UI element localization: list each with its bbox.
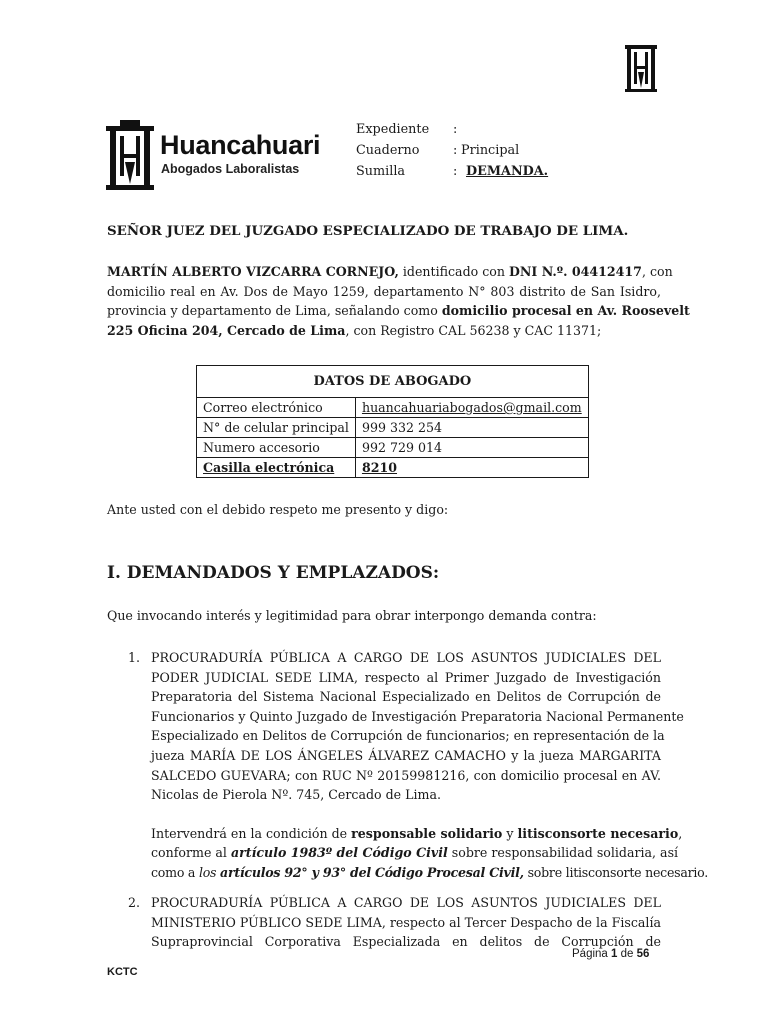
- footer-code: KCTC: [107, 966, 138, 978]
- text: responsable solidario: [351, 825, 503, 841]
- email-link[interactable]: [355, 398, 588, 418]
- text: provincia y departamento de Lima, señalando como: [107, 303, 438, 319]
- item-line: jueza MARÍA DE LOS ÁNGELES ÁLVAREZ CAMACHO y la jueza MARGARITA: [151, 747, 661, 763]
- intro-paragraph: [107, 262, 690, 340]
- item-line: [151, 843, 679, 863]
- section-intro: Que invocando interés y legitimidad para obrar interpongo demanda contra:: [107, 608, 597, 623]
- field-cuaderno: [356, 140, 520, 161]
- greeting-text: Ante usted con el debido respeto me presento y digo:: [107, 502, 449, 517]
- intro-line: [107, 262, 673, 282]
- text: litisconsorte necesario: [517, 825, 679, 841]
- case-fields: [356, 119, 549, 182]
- header-emblem-icon: [624, 44, 658, 94]
- procedural-address-cont: 225 Oficina 204, Cercado de Lima: [107, 322, 346, 338]
- item-line: Preparatoria del Sistema Nacional Especializado en Delitos de Corrupción de: [151, 689, 661, 705]
- field-value: DEMANDA.: [466, 164, 549, 179]
- field-label: Expediente: [356, 122, 430, 137]
- brand-subtitle: Abogados Laboralistas: [161, 162, 300, 176]
- field-separator: :: [453, 143, 458, 158]
- label-text: Casilla electrónica: [203, 460, 335, 475]
- text: Intervendrá en la condición de: [151, 825, 348, 841]
- field-expediente: [356, 119, 458, 140]
- value-text: 8210: [361, 460, 398, 475]
- page-number: [572, 948, 649, 960]
- item-line: Supraprovincial Corporativa Especializada en delitos de Corrupción de: [151, 934, 661, 950]
- item-line: SALCEDO GUEVARA; con RUC Nº 20159981216, con domicilio procesal en AV.: [151, 767, 661, 783]
- item-line: MINISTERIO PÚBLICO SEDE LIMA, respecto al Tercer Despacho de la Fiscalía: [151, 914, 661, 930]
- field-separator: :: [453, 122, 458, 137]
- text: , con Registro CAL 56238 y CAC 11371;: [345, 322, 602, 338]
- intro-line: domicilio real en Av. Dos de Mayo 1259, departamento N° 803 distrito de San Isidro,: [107, 283, 661, 299]
- text: sobre responsabilidad solidaria, así: [451, 845, 679, 861]
- list-item-number: 1.: [128, 650, 141, 665]
- text: , con: [641, 264, 673, 279]
- field-separator: :: [453, 164, 458, 179]
- intro-line: [107, 321, 661, 341]
- addressee-heading: SEÑOR JUEZ DEL JUZGADO ESPECIALIZADO DE TRABAJO DE LIMA.: [107, 223, 629, 239]
- field-sumilla: [356, 161, 549, 182]
- brand-logo: [106, 120, 321, 192]
- item-line: [151, 863, 709, 883]
- table-row: [197, 398, 589, 418]
- text: como a: [151, 864, 196, 880]
- item-line: PROCURADURÍA PÚBLICA A CARGO DE LOS ASUNTOS JUDICIALES DEL: [151, 650, 661, 665]
- item-line: [151, 824, 683, 844]
- table-cell-value: 992 729 014: [355, 438, 588, 458]
- text: artículo 1983º del Código Civil: [230, 845, 448, 861]
- table-title: DATOS DE ABOGADO: [197, 366, 589, 398]
- text: 56: [636, 948, 650, 960]
- field-label: Sumilla: [356, 164, 406, 179]
- table-row: [197, 418, 589, 438]
- text: Página: [572, 948, 608, 960]
- plaintiff-dni: DNI N.º. 04412417: [508, 264, 642, 279]
- procedural-address: domicilio procesal en Av. Roosevelt: [441, 303, 690, 319]
- brand-name: Huancahuari: [160, 130, 321, 160]
- text: de: [620, 948, 634, 960]
- table-row: [197, 458, 589, 478]
- item-line: Funcionarios y Quinto Juzgado de Investigación Preparatoria Nacional Permanente: [151, 708, 684, 724]
- field-value: Principal: [461, 143, 520, 158]
- field-label: Cuaderno: [356, 143, 420, 158]
- plaintiff-name: MARTÍN ALBERTO VIZCARRA CORNEJO,: [107, 264, 399, 279]
- list-item: [151, 648, 709, 883]
- text: ,: [678, 825, 683, 841]
- item-line: Nicolas de Pierola Nº. 745, Cercado de Lima.: [151, 787, 441, 803]
- table-row: [197, 438, 589, 458]
- table-cell-value: 999 332 254: [355, 418, 588, 438]
- lawyer-data-table: [196, 365, 589, 478]
- table-cell-label: N° de celular principal: [197, 418, 356, 438]
- table-header-row: [197, 366, 589, 398]
- email-value[interactable]: huancahuariabogados@gmail.com: [361, 400, 582, 415]
- text: los: [198, 864, 217, 880]
- item-line: Especializado en Delitos de Corrupción de funcionarios; en representación de la: [151, 728, 665, 744]
- table-cell-label: [197, 458, 356, 478]
- list-item: [151, 893, 661, 952]
- table-cell-label: Correo electrónico: [197, 398, 356, 418]
- intro-line: [107, 301, 690, 321]
- text: sobre litisconsorte necesario.: [527, 864, 709, 880]
- text: y: [506, 825, 514, 841]
- text: identificado con: [402, 264, 505, 279]
- item-line: PODER JUDICIAL SEDE LIMA, respecto al Primer Juzgado de Investigación: [151, 669, 661, 685]
- text: 1: [611, 948, 618, 960]
- table-cell-label: Numero accesorio: [197, 438, 356, 458]
- item-line: PROCURADURÍA PÚBLICA A CARGO DE LOS ASUNTOS JUDICIALES DEL: [151, 895, 661, 910]
- table-cell-value: [355, 458, 588, 478]
- section-title: I. DEMANDADOS Y EMPLAZADOS:: [107, 563, 440, 583]
- brand-emblem-icon: [106, 120, 154, 192]
- text: conforme al: [151, 845, 227, 861]
- text: artículos 92° y 93° del Código Procesal Civil,: [220, 864, 524, 880]
- list-item-number: 2.: [128, 895, 141, 910]
